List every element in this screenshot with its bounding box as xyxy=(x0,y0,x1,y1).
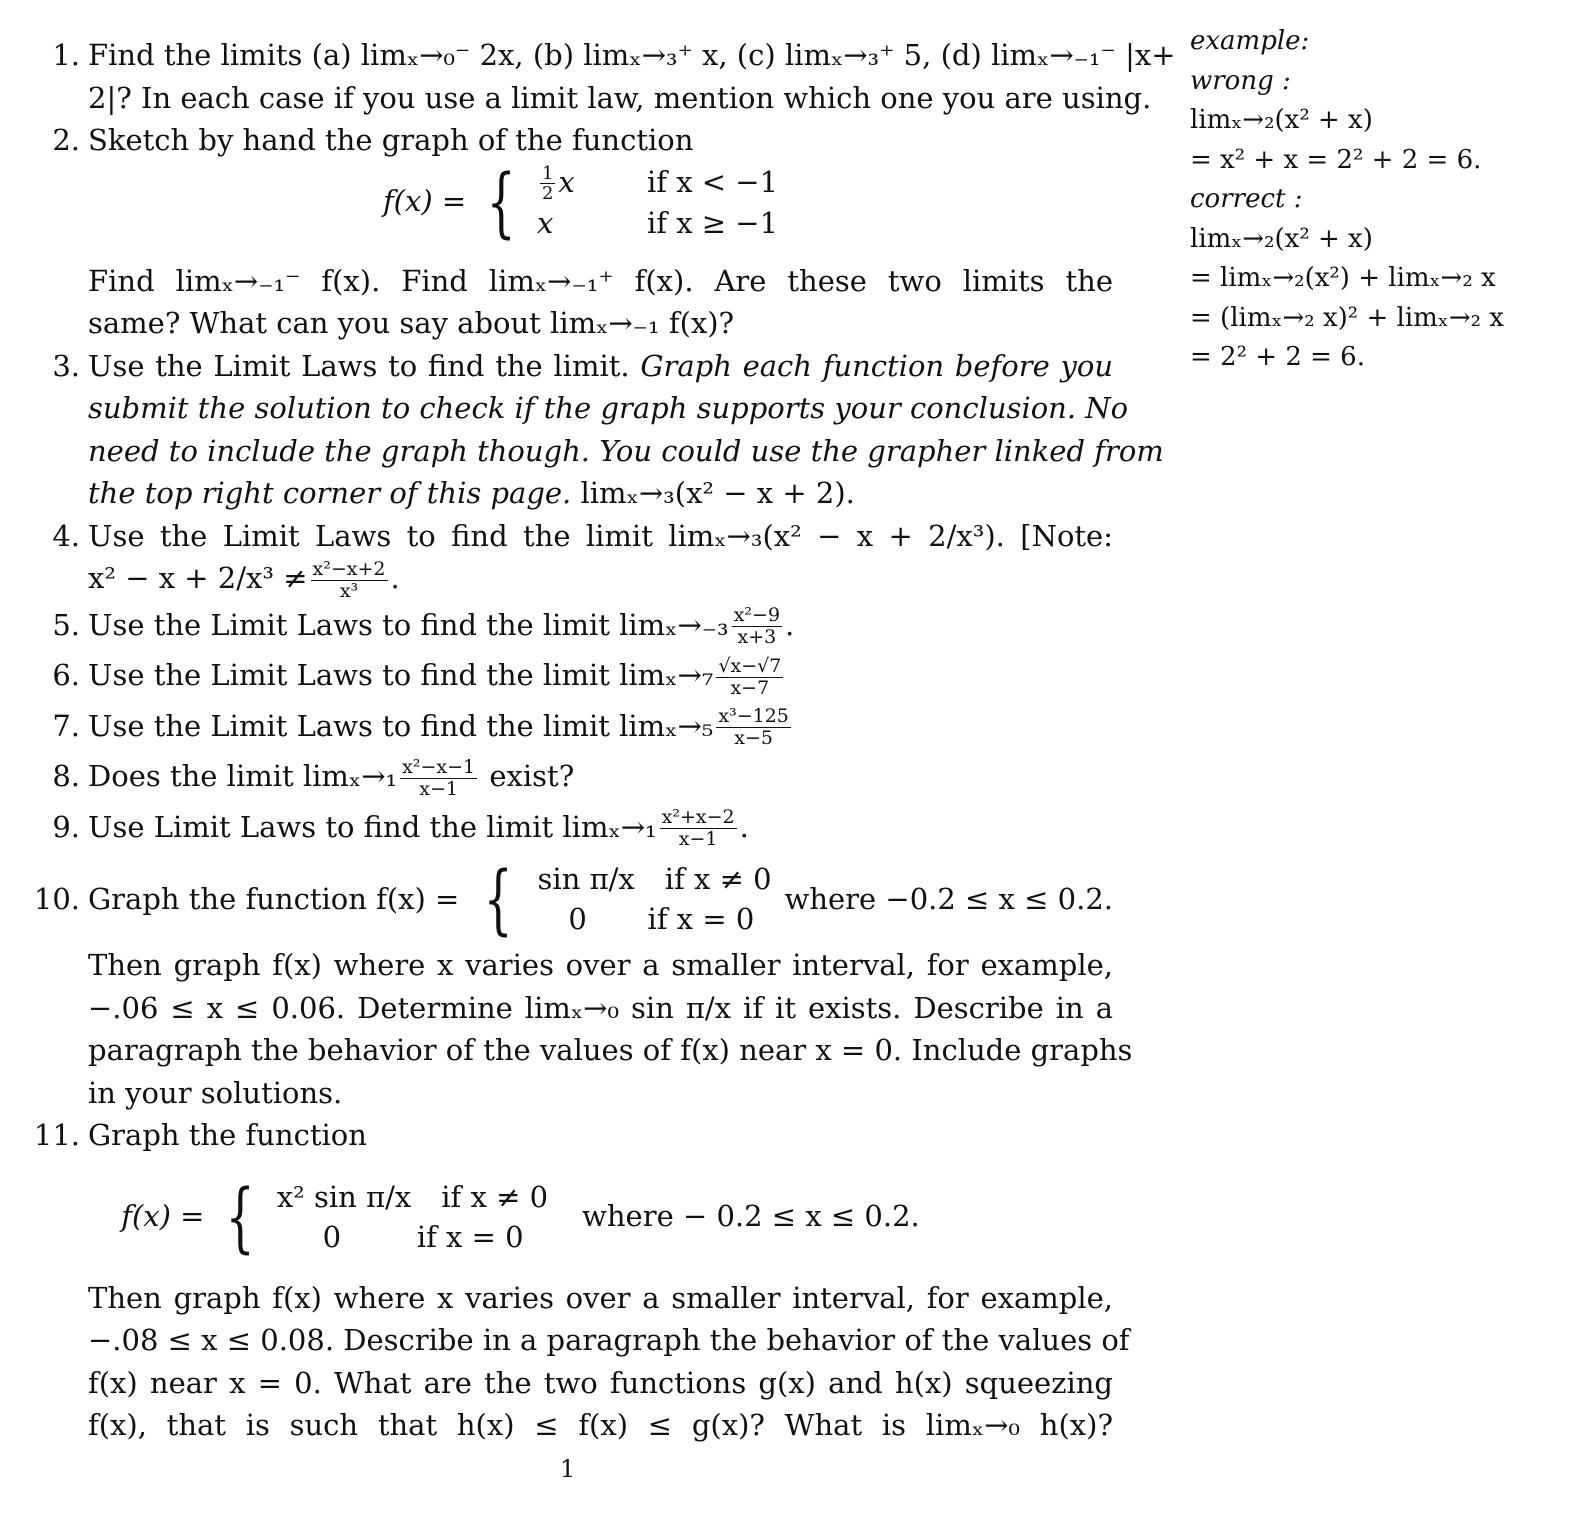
sidebar-line: = (limₓ→₂ x)² + limₓ→₂ x xyxy=(1190,302,1504,333)
cases xyxy=(277,1177,548,1257)
sidebar-label-correct: correct : xyxy=(1190,184,1303,214)
problem-text-line: Find limₓ→₋₁⁻ f(x). Find limₓ→₋₁⁺ f(x). Are these two limits the xyxy=(88,263,1113,298)
problem-text-line: Use the Limit Laws to find the limit. Graph each function before you xyxy=(88,348,1113,383)
case-expression: $\frac{1}{2}$ x xyxy=(541,163,575,204)
sidebar-line: = limₓ→₂(x²) + limₓ→₂ x xyxy=(1190,263,1496,293)
problem-number: 4. xyxy=(52,518,80,553)
problem-number: 1. xyxy=(52,38,80,72)
problem-text-line: paragraph the behavior of the values of f(x) near x = 0. Include graphs xyxy=(88,1033,1133,1067)
sidebar-label-wrong: wrong : xyxy=(1190,65,1291,96)
problem-number: 7. xyxy=(52,708,80,743)
case-condition: if x ≠ 0 xyxy=(664,862,772,896)
case-expression: 0 xyxy=(322,1219,342,1254)
problem-text-line: Use the Limit Laws to find the limit limₓ→₇ $\frac{√x-√7}{x-7}$ xyxy=(88,654,782,699)
problem-text-line: −.06 ≤ x ≤ 0.06. Determine limₓ→₀ sin π/x if it exists. Describe in a xyxy=(88,990,1113,1025)
cases xyxy=(538,859,772,939)
case-expression: sin π/x xyxy=(537,862,635,896)
problem-text-line: Sketch by hand the graph of the function xyxy=(88,123,694,157)
problem-number: 2. xyxy=(52,123,80,157)
problem-text-line: Then graph f(x) where x varies over a smaller interval, for example, xyxy=(88,948,1113,982)
sidebar-heading: example: xyxy=(1190,26,1310,56)
problem-8 xyxy=(28,755,1113,800)
case-expression: x xyxy=(536,206,554,240)
problem-10 xyxy=(28,854,1133,1114)
problem-number: 10. xyxy=(33,882,80,916)
function-label: f(x) = xyxy=(382,183,467,218)
problem-number: 5. xyxy=(52,607,80,642)
problem-text-line: in your solutions. xyxy=(88,1075,343,1110)
problem-text-line: Use the Limit Laws to find the limit limₓ→₅ $\frac{\text{x³−125}}{x-5}$ xyxy=(88,705,789,749)
brace: { xyxy=(483,854,513,943)
problem-list xyxy=(28,34,1176,1447)
problem-number: 8. xyxy=(52,759,80,793)
problem-text-line: submit the solution to check if the graph supports your conclusion. No xyxy=(88,391,1129,425)
page-number: 1 xyxy=(560,1455,576,1483)
problem-text-line: 2|? In each case if you use a limit law, mention which one you are using. xyxy=(88,80,1152,115)
problem-number: 3. xyxy=(52,348,80,383)
problem-text-line: Graph the function xyxy=(88,1118,367,1152)
problem-3 xyxy=(28,345,1164,515)
piecewise-definition xyxy=(88,854,1113,944)
problem-text-line: Use the Limit Laws to find the limit limₓ→₃(x² − x + 2/x³). [Note: xyxy=(88,518,1113,553)
case-condition: if x = 0 xyxy=(647,902,755,936)
brace: { xyxy=(487,157,517,247)
cases xyxy=(537,162,778,244)
problem-number: 9. xyxy=(52,809,80,844)
problem-number: 6. xyxy=(52,658,80,692)
problem-text: Graph the function f(x) = xyxy=(88,881,460,916)
domain-condition: where −0.2 ≤ x ≤ 0.2. xyxy=(784,881,1113,916)
sidebar-line: = 2² + 2 = 6. xyxy=(1190,342,1365,372)
case-expression: x² sin π/x xyxy=(276,1179,412,1214)
case-expression: 0 xyxy=(568,902,587,936)
problem-2 xyxy=(28,119,1113,345)
case-condition: if x ≠ 0 xyxy=(441,1179,549,1214)
problem-text-line: Find the limits (a) limₓ→₀⁻ 2x, (b) limₓ→₃⁺ x, (c) limₓ→₃⁺ 5, (d) limₓ→₋₁⁻ |x+ xyxy=(88,38,1176,72)
case-condition: if x = 0 xyxy=(416,1219,524,1254)
problem-1 xyxy=(28,34,1176,119)
problem-text-line: need to include the graph though. You could use the grapher linked from xyxy=(88,433,1164,468)
problem-text-line: Does the limit limₓ→₁ $\frac{\text{x²−x−1}}{x-1}$ exist? xyxy=(88,755,575,800)
problem-text-line: Use the Limit Laws to find the limit limₓ→₋₃ $\frac{\text{x²−9}}{x+3}$ . xyxy=(88,604,795,648)
sidebar-line: = x² + x = 2² + 2 = 6. xyxy=(1190,144,1482,175)
sidebar-line: limₓ→₂(x² + x) xyxy=(1190,223,1373,254)
case-condition: if x ≥ −1 xyxy=(646,206,779,240)
problem-11 xyxy=(28,1114,1130,1447)
problem-6 xyxy=(28,654,1113,699)
problem-text-line: same? What can you say about limₓ→₋₁ f(x)? xyxy=(88,306,735,340)
problem-text-line: f(x) near x = 0. What are the two functions g(x) and h(x) squeezing xyxy=(88,1365,1113,1400)
function-label: f(x) = xyxy=(121,1199,205,1234)
problem-text-line: the top right corner of this page. limₓ→₃(x² − x + 2). xyxy=(88,476,855,510)
piecewise-definition xyxy=(0,1157,1113,1277)
case-condition: if x < −1 xyxy=(646,164,779,199)
problem-5 xyxy=(28,604,1113,649)
problem-7 xyxy=(28,705,1113,750)
example-sidebar xyxy=(1190,22,1504,378)
problem-text-line: f(x), that is such that h(x) ≤ f(x) ≤ g(x)? What is limₓ→₀ h(x)? xyxy=(88,1408,1113,1442)
piecewise-definition xyxy=(48,157,1113,260)
problem-text-line: Use Limit Laws to find the limit limₓ→₁ $\frac{\text{x²+x−2}}{x-1}$ . xyxy=(88,806,749,850)
problem-4 xyxy=(28,515,1113,602)
brace: { xyxy=(226,1171,256,1261)
problem-9 xyxy=(28,806,1113,851)
problem-text-line: Then graph f(x) where x varies over a smaller interval, for example, xyxy=(88,1280,1113,1315)
problem-text-line: −.08 ≤ x ≤ 0.08. Describe in a paragraph the behavior of the values of xyxy=(88,1323,1130,1357)
domain-condition: where − 0.2 ≤ x ≤ 0.2. xyxy=(582,1199,920,1234)
problem-note: x² − x + 2/x³ ≠ $\frac{\text{x²−x+2}}{\text{x³}}$ . xyxy=(88,557,400,602)
sidebar-line: limₓ→₂(x² + x) xyxy=(1190,105,1373,135)
problem-number: 11. xyxy=(33,1118,80,1152)
